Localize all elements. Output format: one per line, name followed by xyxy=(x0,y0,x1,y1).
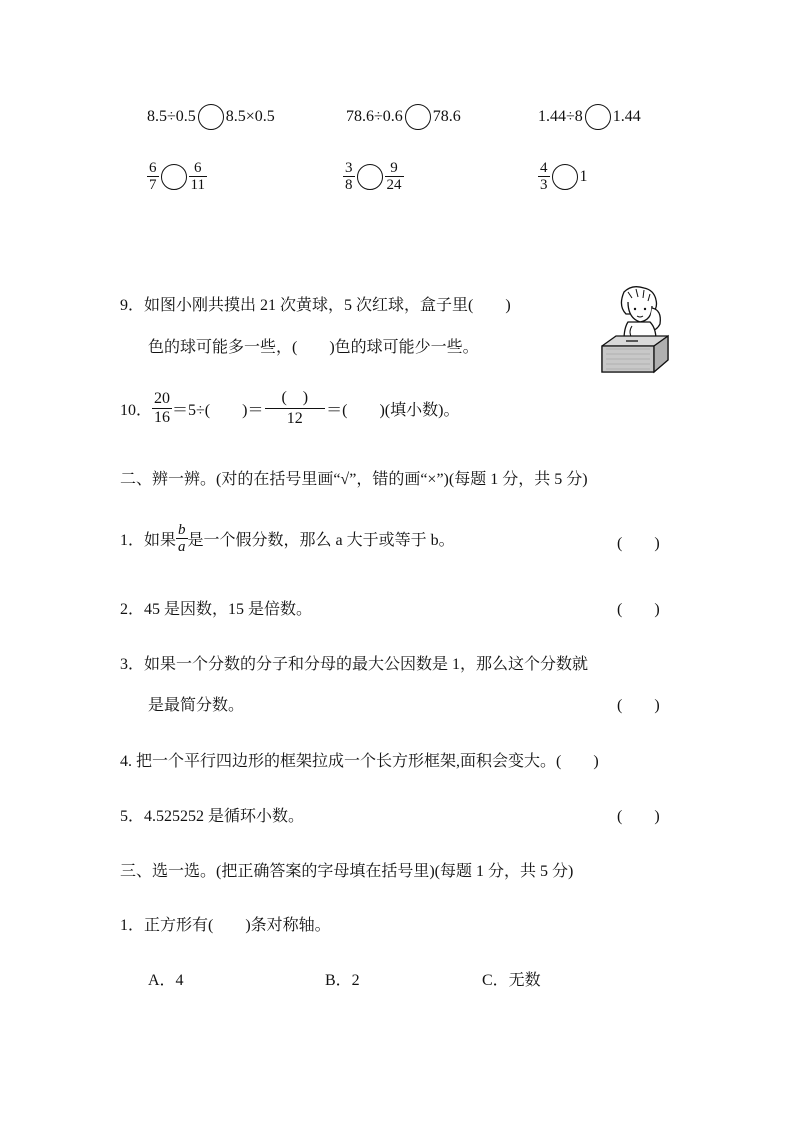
q10 xyxy=(120,388,459,429)
q9-line1: 9．如图小刚共摸出 21 次黄球，5 次红球，盒子里( ) xyxy=(120,297,511,314)
s3-q1: 1．正方形有( )条对称轴。 xyxy=(120,917,331,934)
q10-part1: ＝5÷( )＝ xyxy=(172,402,264,419)
s2-item-3: 3．如果一个分数的分子和分母的最大公因数是 1，那么这个分数就 xyxy=(120,656,589,673)
compare-right: 8.5×0.5 xyxy=(225,108,275,125)
compare-item-3 xyxy=(538,104,641,130)
answer-circle[interactable] xyxy=(552,164,578,190)
compare-left: 8.5÷0.5 xyxy=(147,108,196,125)
compare-right: 78.6 xyxy=(432,108,461,125)
fraction: $\frac{6}{7}$ xyxy=(149,160,157,193)
answer-circle[interactable] xyxy=(405,104,431,130)
compare-item-4 xyxy=(147,160,207,193)
q9-line2: 色的球可能多一些，( )色的球可能少一些。 xyxy=(148,339,479,356)
q10-part2: ＝( )(填小数)。 xyxy=(326,402,460,419)
boy-with-box-illustration xyxy=(598,284,670,376)
s2-item-2: 2．45 是因数，15 是倍数。 xyxy=(120,601,313,618)
answer-circle[interactable] xyxy=(161,164,187,190)
s2-item-1: 1．如果 $\frac{b}{a}$ 是一个假分数，那么 a 大于或等于 b。 xyxy=(120,522,455,555)
fraction: $\frac{4}{3}$ xyxy=(540,160,548,193)
fraction: $\frac{3}{8}$ xyxy=(345,160,353,193)
section3-title: 三、选一选。(把正确答案的字母填在括号里)(每题 1 分，共 5 分) xyxy=(120,863,574,880)
compare-item-6 xyxy=(538,160,588,193)
s2-item-5: 5．4.525252 是循环小数。 xyxy=(120,808,305,825)
answer-paren[interactable]: ( ) xyxy=(617,535,660,552)
answer-paren[interactable]: ( ) xyxy=(617,697,660,714)
fraction: $\frac{b}{a}$ xyxy=(178,522,186,555)
section2-title: 二、辨一辨。(对的在括号里画“√”，错的画“×”)(每题 1 分，共 5 分) xyxy=(120,471,588,488)
answer-paren[interactable]: ( ) xyxy=(617,601,660,618)
option-c[interactable]: C．无数 xyxy=(482,972,541,989)
fraction: $\frac{9}{24}$ xyxy=(386,160,402,193)
fraction: $\frac{6}{11}$ xyxy=(190,160,205,193)
compare-item-2 xyxy=(346,104,461,130)
option-a[interactable]: A．4 xyxy=(148,972,184,989)
s2-item-4: 4. 把一个平行四边形的框架拉成一个长方形框架,面积会变大。( ) xyxy=(120,753,599,770)
compare-left: 78.6÷0.6 xyxy=(346,108,403,125)
q10-number: 10． xyxy=(120,402,153,419)
answer-paren[interactable]: ( ) xyxy=(617,808,660,825)
compare-right: 1 xyxy=(579,167,588,185)
compare-right: 1.44 xyxy=(612,108,641,125)
option-b[interactable]: B．2 xyxy=(325,972,360,989)
compare-left: 1.44÷8 xyxy=(538,108,583,125)
fraction-blank[interactable]: $\frac{( )}{12}$ xyxy=(263,388,326,429)
answer-circle[interactable] xyxy=(357,164,383,190)
answer-circle[interactable] xyxy=(585,104,611,130)
answer-circle[interactable] xyxy=(198,104,224,130)
fraction: $\frac{20}{16}$ xyxy=(154,390,171,426)
compare-item-5 xyxy=(343,160,404,193)
s2-item-3-cont: 是最简分数。 xyxy=(148,697,245,714)
compare-item-1 xyxy=(147,104,275,130)
